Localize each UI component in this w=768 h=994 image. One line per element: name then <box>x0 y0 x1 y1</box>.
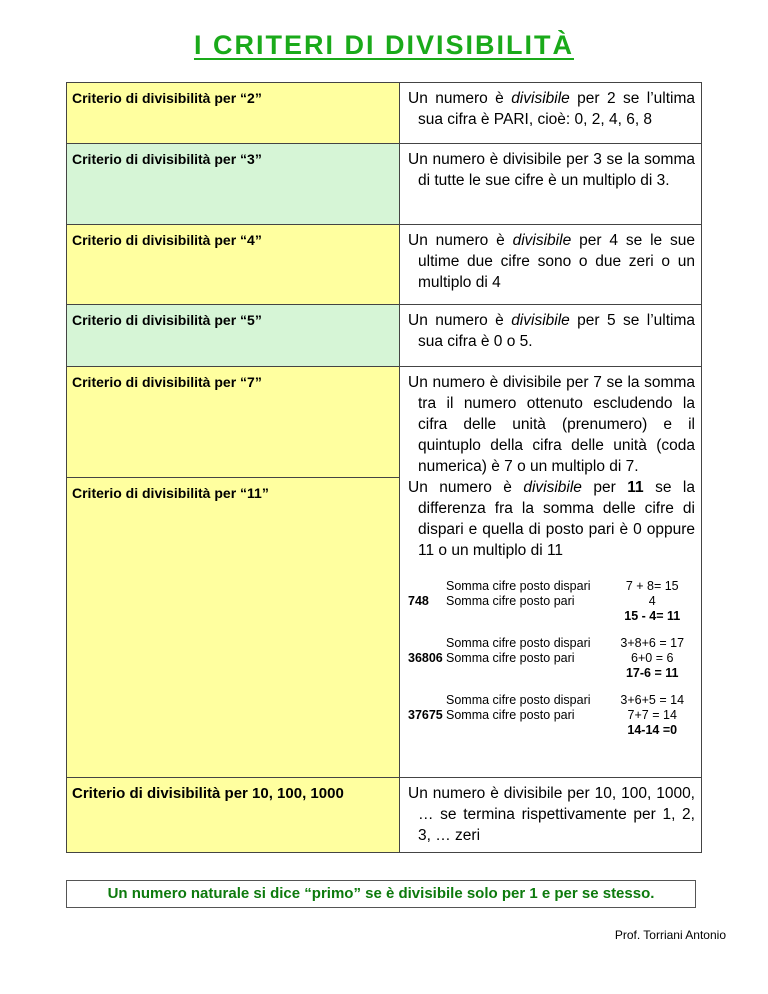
example-row <box>408 636 695 681</box>
value-even: 6+0 = 6 <box>631 651 674 665</box>
table-row <box>67 225 702 305</box>
criterion-rule: Un numero è divisibile per 3 se la somma di tutte le sue cifre è un multiplo di 3. <box>400 144 702 225</box>
prime-definition-banner: Un numero naturale si dice “primo” se è divisibile solo per 1 e per se stesso. <box>66 880 696 908</box>
table-row <box>67 778 702 853</box>
label-odd: Somma cifre posto dispari <box>446 636 591 650</box>
criterion-label: Criterio di divisibilità per “3” <box>67 144 400 225</box>
value-odd: 7 + 8= 15 <box>625 579 679 593</box>
criteria-table <box>66 82 702 853</box>
label-even: Somma cifre posto pari <box>446 651 575 665</box>
example-number: 748 <box>408 594 429 608</box>
criterion-label: Criterio di divisibilità per “7” <box>72 374 262 390</box>
result: 14-14 =0 <box>627 723 678 737</box>
criterion-rule: Un numero è divisibile per 5 se l’ultima sua cifra è 0 o 5. <box>400 305 702 367</box>
example-number: 36806 <box>408 651 443 665</box>
criterion-label: Criterio di divisibilità per “2” <box>67 83 400 144</box>
example-row <box>408 579 695 624</box>
criterion-label: Criterio di divisibilità per “11” <box>67 477 399 777</box>
value-odd: 3+8+6 = 17 <box>620 636 685 650</box>
result: 15 - 4= 11 <box>624 609 681 623</box>
page-title: I CRITERI DI DIVISIBILITÀ <box>193 30 574 60</box>
examples <box>408 579 695 738</box>
label-even: Somma cifre posto pari <box>446 708 575 722</box>
value-even: 4 <box>648 594 656 608</box>
label-odd: Somma cifre posto dispari <box>446 579 591 593</box>
label-odd: Somma cifre posto dispari <box>446 693 591 707</box>
value-even: 7+7 = 14 <box>627 708 677 722</box>
example-row <box>408 693 695 738</box>
criterion-label: Criterio di divisibilità per “5” <box>67 305 400 367</box>
table-row <box>67 144 702 225</box>
table-row <box>67 305 702 367</box>
criterion-label-group <box>67 367 400 778</box>
criterion-label: Criterio di divisibilità per 10, 100, 1000 <box>67 778 400 853</box>
criterion-label: Criterio di divisibilità per “4” <box>67 225 400 305</box>
author-footer: Prof. Torriani Antonio <box>614 928 726 942</box>
criterion-rule-11: Un numero è divisibile per 11 se la differenza fra la somma delle cifre di dispari e quella di posto pari è 0 oppure 11 o un multiplo di 11 <box>408 479 695 559</box>
table-row <box>67 367 702 778</box>
table-row <box>67 83 702 144</box>
criterion-rule: Un numero è divisibile per 4 se le sue ultime due cifre sono o due zeri o un multiplo di 4 <box>400 225 702 305</box>
criterion-rule: Un numero è divisibile per 2 se l’ultima sua cifra è PARI, cioè: 0, 2, 4, 6, 8 <box>400 83 702 144</box>
label-even: Somma cifre posto pari <box>446 594 575 608</box>
criterion-rule: Un numero è divisibile per 7 se la somma tra il numero ottenuto escludendo la cifra delle unità (prenumero) e il quintuplo della cifra delle unità (coda numerica) è 7 o un multiplo di 7. Un numero è divisibile per 11 se la differenza fra la somma delle cifre di dispari e quella di posto pari è 0 oppure 11 o un multiplo di 11 748 Somma cifre posto dispari Somma cifre posto pari 7 + 8= 15 4 15 - 4= 11 36806 Somma cifre posto dispari Somma cifre posto pari 3+8+6 = 17 6+0 = 6 17-6 = 11 37675 Somma cifre posto dispari Somma cifre posto pari 3+6+5 = 14 7+7 = 14 14-14 =0 <box>400 367 702 778</box>
result: 17-6 = 11 <box>625 666 679 680</box>
example-number: 37675 <box>408 708 443 722</box>
value-odd: 3+6+5 = 14 <box>620 693 685 707</box>
criterion-rule: Un numero è divisibile per 10, 100, 1000, … se termina rispettivamente per 1, 2, 3, … zeri <box>400 778 702 853</box>
